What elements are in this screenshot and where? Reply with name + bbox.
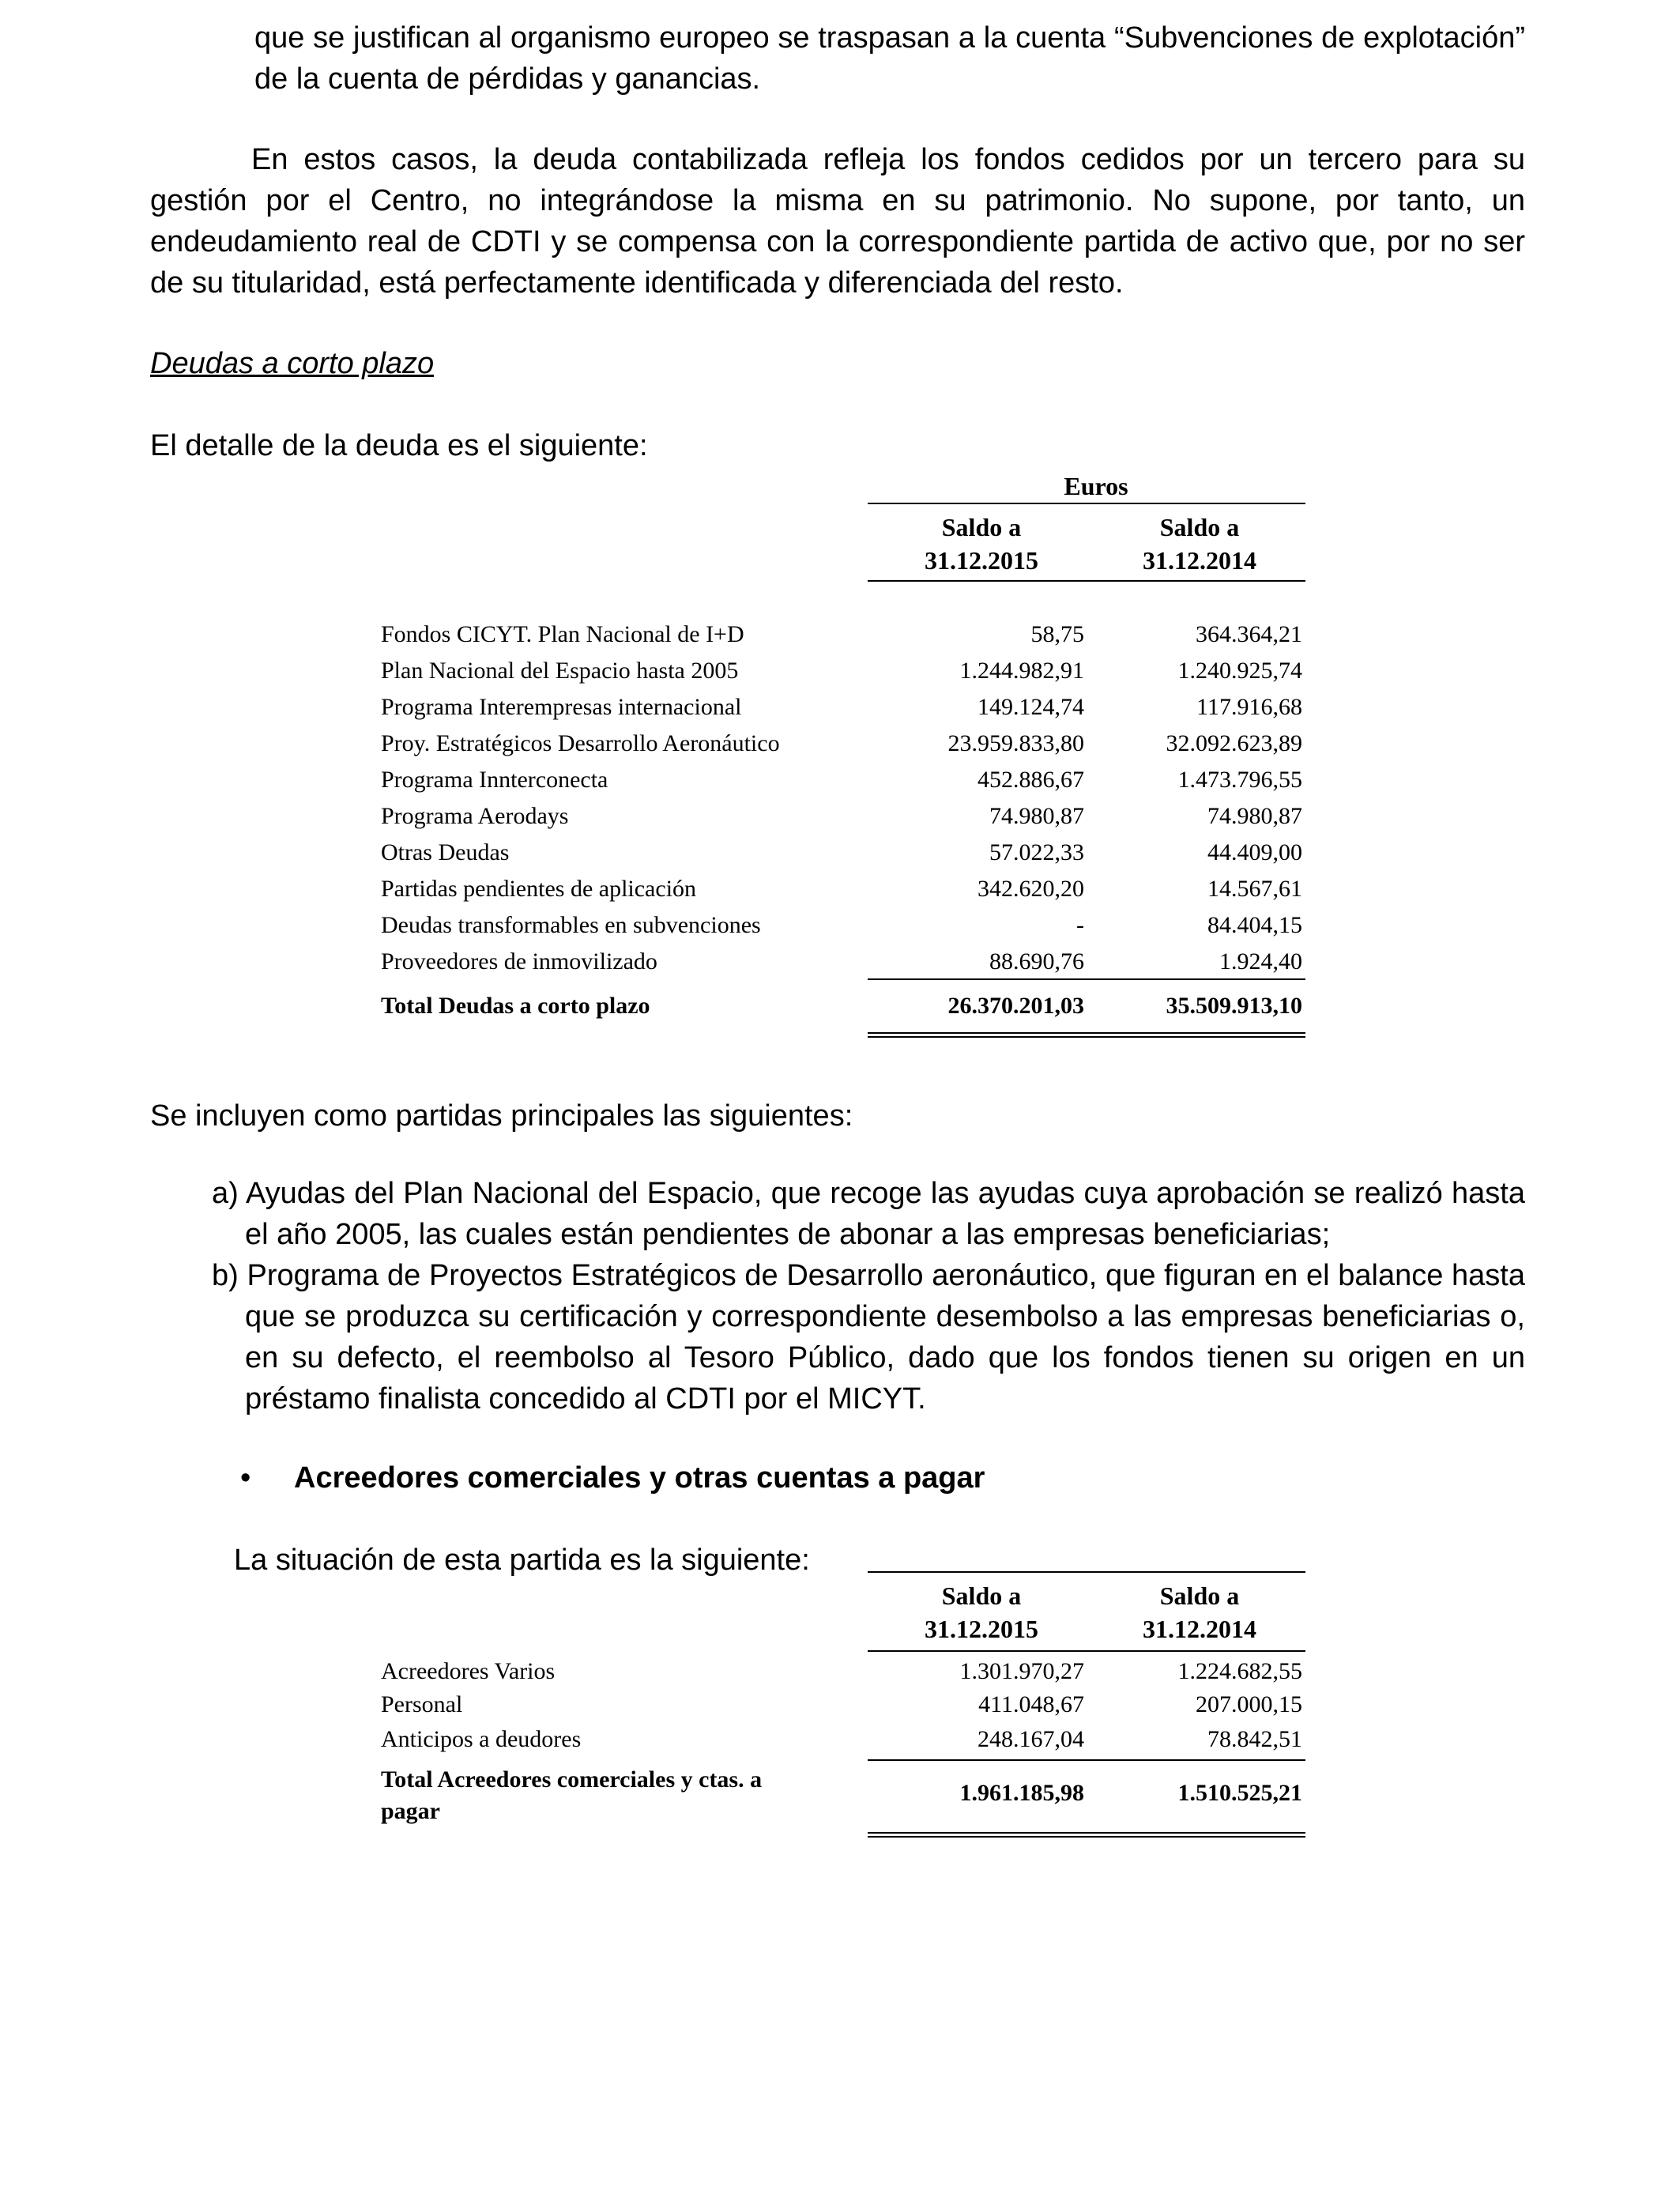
table-cell-2015: 1.301.970,27 bbox=[959, 1658, 1084, 1684]
header-rule bbox=[868, 503, 1305, 504]
table-cell-2014: 1.240.925,74 bbox=[1177, 658, 1302, 684]
table-cell-2015: 58,75 bbox=[1030, 621, 1084, 647]
total-cell-2014: 35.509.913,10 bbox=[1166, 993, 1302, 1019]
table-cell-2014: 74.980,87 bbox=[1207, 803, 1302, 829]
col-2014-header-line2: 31.12.2014 bbox=[1143, 546, 1256, 575]
total-cell-2015: 1.961.185,98 bbox=[959, 1780, 1084, 1806]
table-cell-2015: 23.959.833,80 bbox=[947, 730, 1084, 756]
list-item: b) Programa de Proyectos Estratégicos de Desarrollo aeronáutico, que figuran en el balance hasta que se produzca su certificación y correspondiente desembolso a las empresas beneficiarias o, en su defecto, el reembolso al Tesoro Público, dado que los fondos tienen su origen en un préstamo finalista concedido al CDTI por el MICYT. bbox=[212, 1259, 1525, 1416]
table-cell-2015: - bbox=[1076, 912, 1084, 938]
table-row-label: Plan Nacional del Espacio hasta 2005 bbox=[381, 658, 739, 684]
table-row-label: Deudas transformables en subvenciones bbox=[381, 912, 761, 938]
table-row-label: Fondos CICYT. Plan Nacional de I+D bbox=[381, 621, 744, 647]
list-item: a) Ayudas del Plan Nacional del Espacio, que recoge las ayudas cuya aprobación se realizó hasta el año 2005, las cuales están pendientes de abonar a las empresas beneficiarias; bbox=[212, 1177, 1525, 1251]
subtotal-rule bbox=[868, 978, 1305, 980]
intro-paragraph: En estos casos, la deuda contabilizada refleja los fondos cedidos por un tercero para su gestión por el Centro, no integrándose la misma en su patrimonio. No supone, por tanto, un endeudamiento real de CDTI y se compensa con la correspondiente partida de activo que, por no ser de su titularidad, está perfectamente identificada y diferenciada del resto. bbox=[150, 143, 1525, 300]
total-cell-2015: 26.370.201,03 bbox=[947, 993, 1084, 1019]
table-cell-2015: 1.244.982,91 bbox=[959, 658, 1084, 684]
section-heading-deudas: Deudas a corto plazo bbox=[150, 347, 435, 380]
column-header-rule bbox=[868, 580, 1305, 582]
table-row-label: Programa Innterconecta bbox=[381, 767, 608, 793]
total-row-label: Total Deudas a corto plazo bbox=[381, 993, 650, 1019]
section-heading-acreedores: Acreedores comerciales y otras cuentas a pagar bbox=[294, 1461, 985, 1495]
partidas-list bbox=[212, 1173, 1525, 1419]
table-cell-2015: 88.690,76 bbox=[989, 948, 1084, 974]
subtotal-rule bbox=[868, 1759, 1305, 1761]
table-row-label: Partidas pendientes de aplicación bbox=[381, 876, 697, 902]
table-cell-2015: 248.167,04 bbox=[977, 1726, 1084, 1752]
euros-group-header: Euros bbox=[1064, 472, 1128, 500]
acreedores-lead-text: La situación de esta partida es la siguiente: bbox=[234, 1544, 810, 1577]
col-2014-header-line1: Saldo a bbox=[1159, 513, 1240, 541]
total-double-rule bbox=[868, 1832, 1305, 1838]
bullet-icon: • bbox=[240, 1461, 251, 1495]
column-header-rule bbox=[868, 1650, 1305, 1652]
table-row-label: Personal bbox=[381, 1691, 463, 1717]
table-cell-2014: 364.364,21 bbox=[1196, 621, 1302, 647]
table-row-label: Proy. Estratégicos Desarrollo Aeronáutico bbox=[381, 730, 780, 756]
table-cell-2015: 57.022,33 bbox=[989, 839, 1084, 865]
col-2014-header-line2: 31.12.2014 bbox=[1143, 1615, 1256, 1643]
table-cell-2014: 14.567,61 bbox=[1207, 876, 1302, 902]
total-double-rule bbox=[868, 1032, 1305, 1038]
total-row-label-line1: Total Acreedores comerciales y ctas. a bbox=[381, 1766, 763, 1793]
partidas-lead-text: Se incluyen como partidas principales las siguientes: bbox=[150, 1099, 853, 1133]
table-row-label: Otras Deudas bbox=[381, 839, 510, 865]
total-row-label-line2: pagar bbox=[381, 1798, 440, 1824]
table-cell-2015: 149.124,74 bbox=[977, 694, 1084, 720]
table-cell-2015: 452.886,67 bbox=[977, 767, 1084, 793]
table-cell-2014: 117.916,68 bbox=[1196, 694, 1302, 720]
table-row-label: Programa Aerodays bbox=[381, 803, 569, 829]
table-row-label: Programa Interempresas internacional bbox=[381, 694, 742, 720]
table-cell-2014: 44.409,00 bbox=[1207, 839, 1302, 865]
table-cell-2014: 1.924,40 bbox=[1219, 948, 1302, 974]
table-row-label: Proveedores de inmovilizado bbox=[381, 948, 657, 974]
table-cell-2014: 78.842,51 bbox=[1207, 1726, 1302, 1752]
total-cell-2014: 1.510.525,21 bbox=[1177, 1780, 1302, 1806]
col-2015-header-line1: Saldo a bbox=[941, 513, 1022, 541]
intro-continuation-text: que se justifican al organismo europeo se traspasan a la cuenta “Subvenciones de explotación” de la cuenta de pérdidas y ganancias. bbox=[254, 21, 1525, 96]
table-row-label: Acreedores Varios bbox=[381, 1658, 556, 1684]
table-cell-2015: 74.980,87 bbox=[989, 803, 1084, 829]
table-cell-2015: 342.620,20 bbox=[977, 876, 1084, 902]
table-cell-2014: 207.000,15 bbox=[1196, 1691, 1302, 1717]
header-rule bbox=[868, 1571, 1305, 1573]
table-cell-2014: 84.404,15 bbox=[1207, 912, 1302, 938]
col-2015-header-line1: Saldo a bbox=[941, 1581, 1022, 1610]
col-2014-header-line1: Saldo a bbox=[1159, 1581, 1240, 1610]
deudas-lead-text: El detalle de la deuda es el siguiente: bbox=[150, 429, 648, 462]
col-2015-header-line2: 31.12.2015 bbox=[925, 1615, 1038, 1643]
table-cell-2014: 1.473.796,55 bbox=[1177, 767, 1302, 793]
table-cell-2015: 411.048,67 bbox=[978, 1691, 1084, 1717]
col-2015-header-line2: 31.12.2015 bbox=[925, 546, 1038, 575]
table-cell-2014: 32.092.623,89 bbox=[1166, 730, 1302, 756]
table-cell-2014: 1.224.682,55 bbox=[1177, 1658, 1302, 1684]
table-row-label: Anticipos a deudores bbox=[381, 1726, 582, 1752]
